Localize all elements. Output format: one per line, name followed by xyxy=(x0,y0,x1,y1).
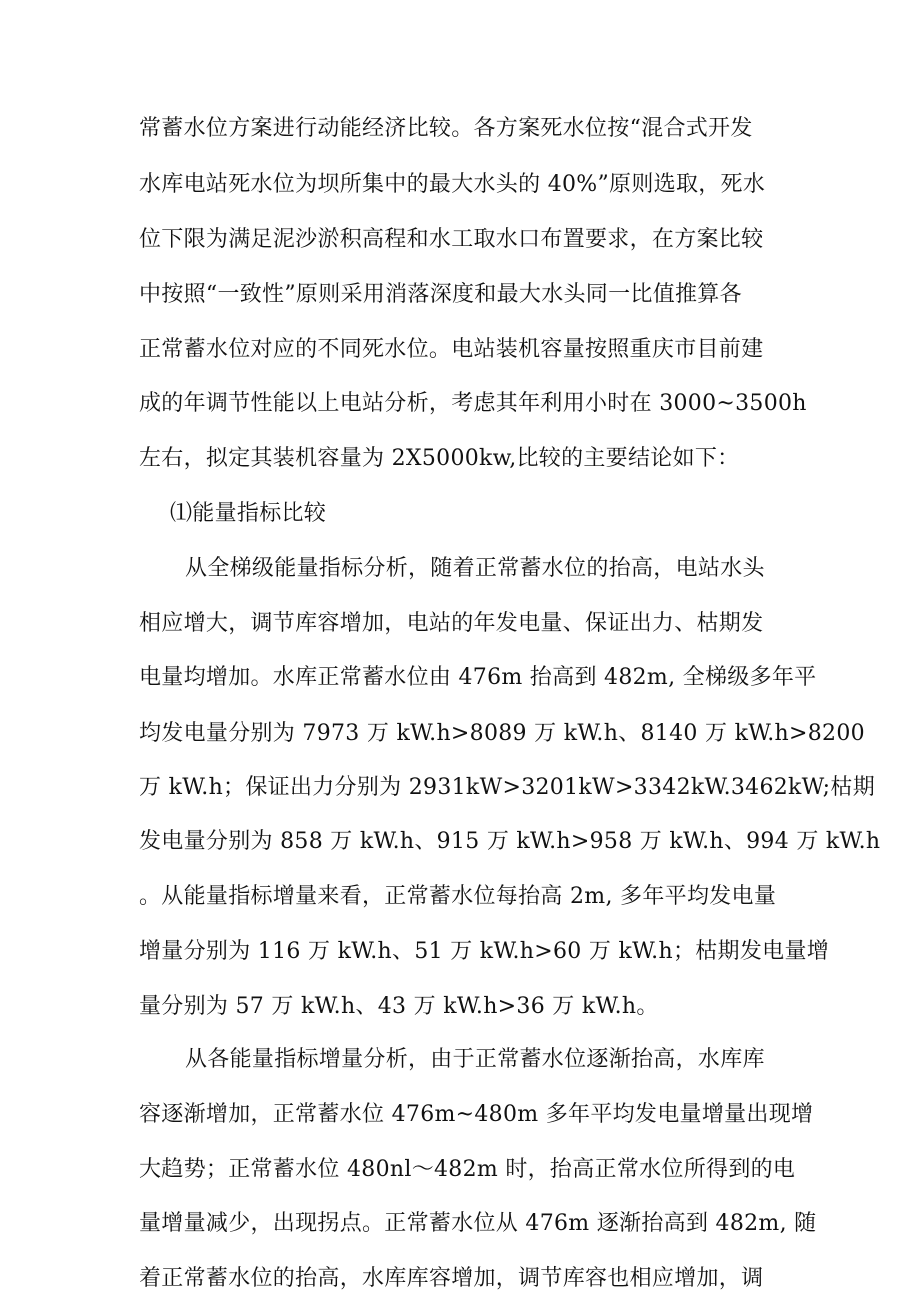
text-line: 从全梯级能量指标分析，随着正常蓄水位的抬高，电站水头 xyxy=(185,556,765,581)
text-line: 。从能量指标增量来看，正常蓄水位每抬高 2m, 多年平均发电量 xyxy=(139,884,777,909)
text-line: 位下限为满足泥沙淤积高程和水工取水口布置要求，在方案比较 xyxy=(139,227,764,252)
text-line: 电量均增加。水库正常蓄水位由 476m 抬高到 482m, 全梯级多年平 xyxy=(139,665,817,690)
text-line: 左右，拟定其装机容量为 2X5000kw,比较的主要结论如下： xyxy=(139,446,740,471)
text-line: 水库电站死水位为坝所集中的最大水头的 40%”原则选取，死水 xyxy=(139,172,766,197)
text-line: 量分别为 57 万 kW.h、43 万 kW.h>36 万 kW.h。 xyxy=(139,994,659,1019)
text-line: 中按照“一致性”原则采用消落深度和最大水头同一比值推算各 xyxy=(139,282,742,307)
text-line: 着正常蓄水位的抬高，水库库容增加，调节库容也相应增加，调 xyxy=(139,1266,764,1291)
text-line: 正常蓄水位对应的不同死水位。电站装机容量按照重庆市目前建 xyxy=(139,337,764,362)
text-line: 发电量分别为 858 万 kW.h、915 万 kW.h>958 万 kW.h、994 万 kW.h xyxy=(139,829,881,854)
text-line: 从各能量指标增量分析，由于正常蓄水位逐渐抬高，水库库 xyxy=(185,1047,765,1072)
text-line: 量增量减少，出现拐点。正常蓄水位从 476m 逐渐抬高到 482m, 随 xyxy=(139,1211,817,1236)
section-heading: ⑴能量指标比较 xyxy=(170,501,327,526)
text-line: 成的年调节性能以上电站分析，考虑其年利用小时在 3000~3500h xyxy=(139,391,807,416)
text-line: 容逐渐增加，正常蓄水位 476m~480m 多年平均发电量增量出现增 xyxy=(139,1102,814,1127)
text-line: 大趋势；正常蓄水位 480nl～482m 时，抬高正常水位所得到的电 xyxy=(139,1157,796,1182)
text-line: 相应增大，调节库容增加，电站的年发电量、保证出力、枯期发 xyxy=(139,611,764,636)
text-line: 均发电量分别为 7973 万 kW.h>8089 万 kW.h、8140 万 kW.h>8200 xyxy=(139,721,865,746)
text-line: 万 kW.h；保证出力分别为 2931kW>3201kW>3342kW.3462kW;枯期 xyxy=(139,775,875,800)
text-line: 常蓄水位方案进行动能经济比较。各方案死水位按“混合式开发 xyxy=(139,116,753,141)
text-line: 增量分别为 116 万 kW.h、51 万 kW.h>60 万 kW.h；枯期发电量增 xyxy=(139,939,830,964)
